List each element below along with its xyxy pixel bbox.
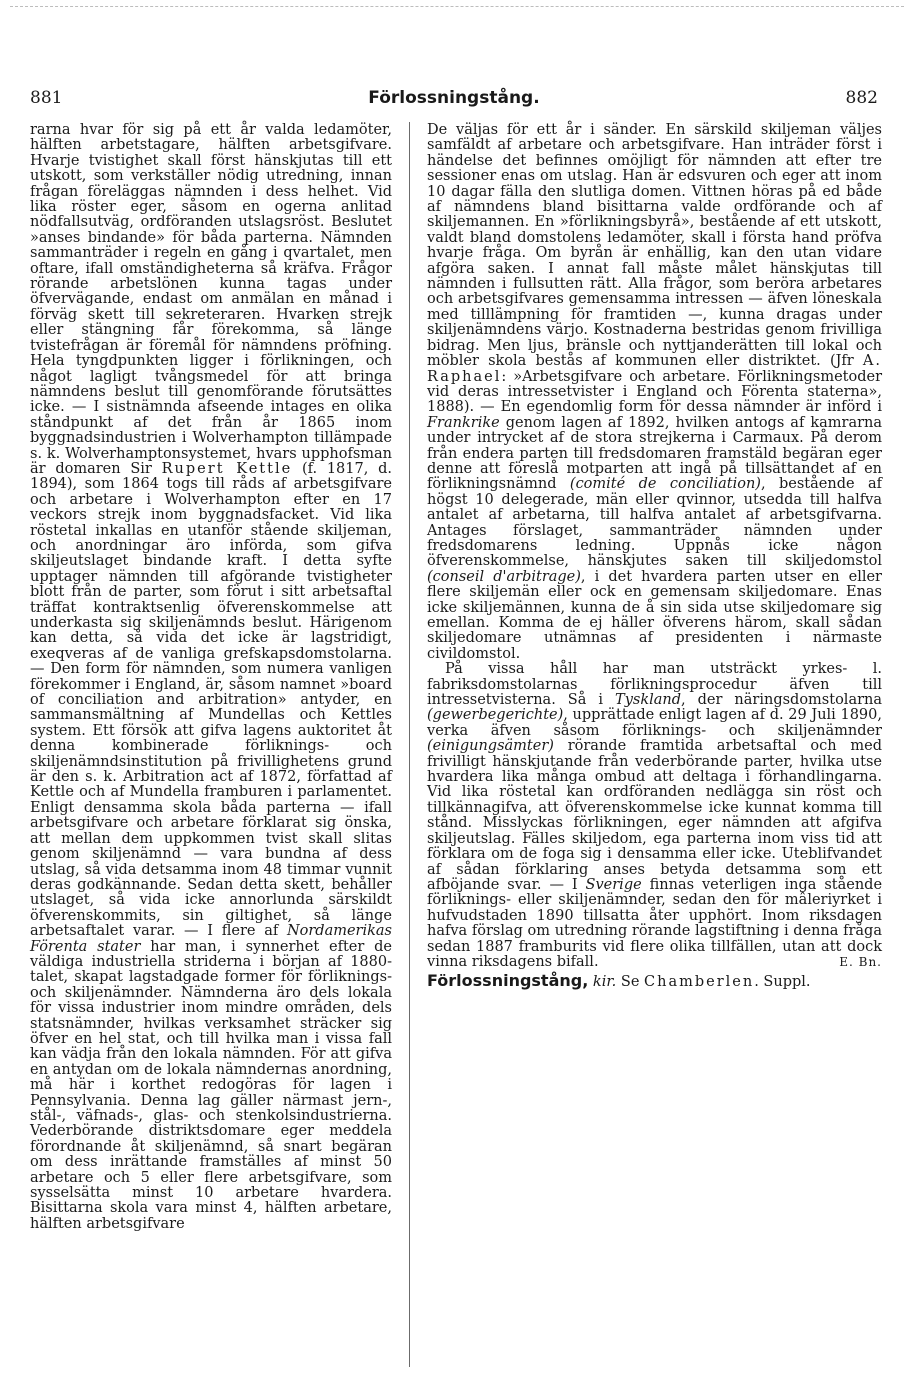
text-run: rarna hvar för sig på ett år valda ledamöter, hälften arbetstagare, hälften arbetsgifvare. Hvarje tvistighet skall först hänskjutas till ett utskott, som verkställer nödig utredning, innan frågan föreläggas nämnden i dess helhet. Vid lika röster eger, såsom en ogerna anlitad nödfallsutväg, ordföranden utslagsröst. Beslutet »anses bindande» för båda parterna. Nämnden sammanträder i regeln en gång i qvartalet, men oftare, ifall omständigheterna så kräfva. Frågor rörande arbetslönen kunna tagas under öfvervägande, endast om anmälan en månad i förväg skett till sekreteraren. Hvarken strejk eller stängning får förekomma, så länge tvistefrågan är föremål för nämndens pröfning. Hela tyngdpunkten ligger i förlikningen, och något lagligt tvångsmedel för att bringa nämndens beslut till genomförande förutsättes icke. — I sistnämnda afseende intages en olika ståndpunkt af det från år 1865 inom byggnadsindustrien i Wolverhampton tillämpade s. k. Wolverhamptonsystemet, hvars upphofsman är domaren Sir [30, 122, 392, 477]
entry-see: Se [620, 973, 640, 990]
text-run: genom lagen af 1892, hvilken antogs af kamrarna under intrycket af de stora strejkerna i Carmaux. På derom från endera parten till fredsdomaren framstäld begäran eger denne att föreslå motparten att ingå på tillsättandet af en förlikningsnämnd [427, 414, 882, 493]
running-title: Förlossningstång. [368, 88, 540, 108]
italic-term: Tyskland [615, 692, 682, 709]
page-number-right: 882 [845, 88, 878, 108]
entry-abbreviation: kir. [592, 973, 617, 990]
italic-term: (gewerbegerichte) [427, 707, 564, 724]
left-paragraph [30, 123, 392, 1232]
text-run: (f. 1817, d. 1894), som 1864 togs till råds af arbetsgifvare och arbetare i Wolverhampton efter en 17 veckors strejk inom byggnadsfacket. Vid lika röstetal inkallas en utanför stående skiljeman, och anordningar äro införda, som gifva skiljeutslaget bindande kraft. I detta syfte upptager nämnden till afgörande tvistigheter blott från de parter, som förut i sitt arbetsaftal träffat kontraktsenlig öfverenskommelse att underkasta sig skiljenämnds beslut. Härigenom kan detta, så vida det icke är lagstridigt, exeqveras af de vanliga grefskapsdomstolarna. — Den form för nämnden, som numera vanligen förekommer i England, är, såsom namnet »board of conciliation and arbitration» antyder, en sammansmältning af Mundellas och Kettles system. Ett försök att gifva lagens auktoritet åt denna kombinerade förliknings- och skiljenämndsinstitution på frivillighetens grund är den s. k. Arbitration act af 1872, författad af Kettle och af Mundella framburen i parlamentet. Enligt densamma skola båda parterna — ifall arbetsgifvare och arbetare förklarat sig önska, att mellan dem uppkommen tvist skall slitas genom skiljenämnd — vara bundna af dess utslag, så vida detsamma inom 48 timmar vunnit deras godkännande. Sedan detta skett, behåller utslaget, så vida icke annorlunda särskildt öfverenskommits, sin giltighet, så länge arbetsaftalet varar. — I flere af [30, 460, 392, 940]
text-run: De väljas för ett år i sänder. En särskild skiljeman väljes samfäldt af arbetare och arbetsgifvare. Han inträder först i händelse det befinnes omöjligt för nämnden att efter tre sessioner enas om utslag. Han är edsvuren och eger att inom 10 dagar fälla den slutliga domen. Vittnen höras på ed både af nämndens bland bisittarna valde ordförande och af skiljemannen. En »förlikningsbyrå», bestående af ett utskott, valdt bland domstolens ledamöter, skall i första hand pröfva hvarje fråga. Om byrån är enhällig, kan den utan vidare afgöra saken. I annat fall måste målet hänskjutas till nämnden i fullsutten rätt. Alla frågor, som beröra arbetares och arbetsgifvares gemensamma intressen — äfven löneskala med tilllämpning för framtiden —, kunna dragas under skiljenämndens värjo. Kostnaderna bestridas genom frivilliga bidrag. Men ljus, bränsle och nyttjanderätten till lokal och möbler skola bestås af kommunen eller distriktet. (Jfr [427, 122, 882, 370]
page-header [30, 88, 878, 112]
italic-term: (comité de conciliation) [569, 476, 761, 493]
person-name: A. Raphael [427, 353, 883, 385]
scan-edge-line [10, 6, 904, 7]
italic-term: Frankrike [427, 414, 500, 431]
text-run: På vissa håll har man utsträckt yrkes- l. fabriksdomstolarnas förlikningsprocedur äfven till intressetvisterna. Så i [427, 661, 882, 709]
text-run: , bestående af högst 10 delegerade, män eller qvinnor, utsedda till halfva antalet af arbetarna, till halfva antalet af arbetsgifvarna. Antages förslaget, sammanträder nämnden under fredsdomarens ledning. Uppnås icke någon öfverenskommelse, hänskjutes saken till skiljedomstol [427, 476, 882, 570]
right-column [427, 123, 882, 990]
italic-term: Sverige [585, 876, 642, 893]
entry-headword: Förlossningstång, [427, 970, 589, 990]
column-divider [409, 122, 410, 1367]
left-column [30, 123, 392, 1232]
text-run: , der näringsdomstolarna [681, 692, 882, 709]
person-name: Rupert Kettle [161, 460, 293, 477]
text-run: rörande framtida arbetsaftal och med frivilligt hänskjutande från vederbörande parter, hvilka utse hvardera lika många ombud att deltaga i förhandlingarna. Vid lika röstetal kan ordföranden nedlägga sin röst och tillkännagifva, att öfverenskommelse icke kunnat komma till stånd. Misslyckas förlikningen, eger nämnden att afgifva skiljeutslag. Fälles skiljedom, ega parterna inom viss tid att förklara om de foga sig i densamma eller icke. Uteblifvandet af sådan förklaring anses betyda detsamma som ett afböjande svar. — I [427, 738, 882, 893]
author-signature: E. Bn. [839, 955, 882, 970]
italic-term: (einigungsämter) [427, 738, 554, 755]
dictionary-entry [427, 970, 882, 990]
cross-reference-name: Chamberlen [644, 973, 755, 990]
right-paragraph-1 [427, 123, 882, 662]
italic-term: Nordamerikas Förenta stater [30, 923, 393, 955]
text-run: , upprättade enligt lagen af d. 29 Juli 1890, verka äfven såsom förliknings- och skiljenämnder [427, 707, 882, 739]
text-run: har man, i synnerhet efter de väldiga industriella striderna i början af 1880-talet, skapat lagstadgade former för förliknings- och skiljenämnder. Nämnderna äro dels lokala för vissa industrier inom mindre områden, dels statsnämnder, hvilkas verksamhet sträcker sig öfver en hel stat, och till hvilka man i vissa fall kan vädja från den lokala nämnden. För att gifva en antydan om de lokala nämndernas anordning, må här i korthet redogöras för lagen i Pennsylvania. Denna lag gäller närmast jern-, stål-, väfnads-, glas- och stenkolsindustrierna. Vederbörande distriktsdomare eger meddela förordnande åt skiljenämnd, så snart begäran om dess inrättande framställes af minst 50 arbetare och 5 eller flere arbetsgifvare, som sysselsätta minst 10 arbetare hvardera. Bisittarna skola vara minst 4, hälften arbetare, hälften arbetsgifvare [30, 938, 392, 1232]
page-number-left: 881 [30, 88, 63, 108]
entry-tail: . Suppl. [754, 973, 811, 990]
text-run: : »Arbetsgifvare och arbetare. Förlikningsmetoder vid deras intressetvister i England och Förenta staterna», 1888). — En egendomlig form för dessa nämnder är införd i [427, 368, 882, 416]
italic-term: (conseil d'arbitrage) [427, 568, 581, 585]
text-run: finnas veterligen inga stående förliknings- eller skiljenämnder, sedan den för mâleriyrket i hufvudstaden 1890 tillsatta åter upphört. Inom riksdagen hafva förslag om utredning rörande lagstiftning i denna fråga sedan 1887 framburits vid flere olika tillfällen, utan att dock vinna riksdagens bifall. [427, 876, 883, 970]
text-run: , i det hvardera parten utser en eller flere skiljemän eller ock en gemensam skiljedomare. Enas icke skiljemännen, kunna de å sin sida utse skiljedomare sig emellan. Komma de ej häller öfverens härom, skall sådan skiljedomare utnämnas af presidenten i närmaste civildomstol. [427, 568, 882, 662]
right-paragraph-2 [427, 662, 882, 970]
